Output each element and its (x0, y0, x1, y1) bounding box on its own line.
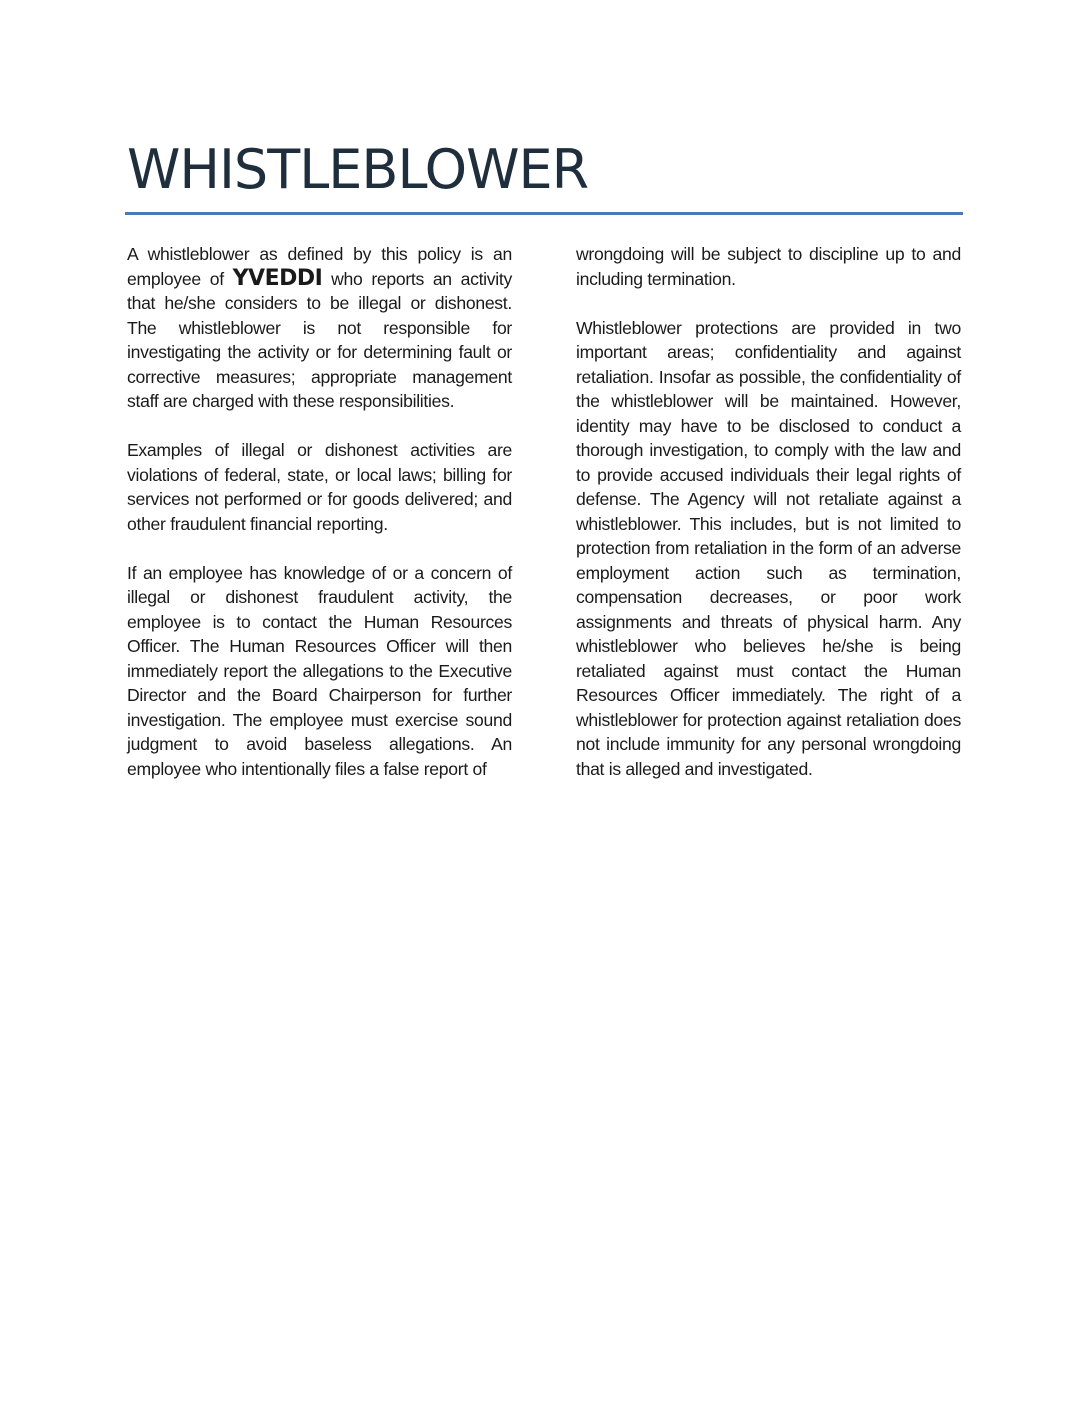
paragraph-discipline: wrongdoing will be subject to discipline up to and including termination. (576, 244, 961, 289)
paragraph-definition (127, 242, 512, 414)
definition-text-end: who reports an activity that he/she considers to be illegal or dishonest. The whistleblower is not responsible for investigating the activity or for determining fault or corrective measures; appropriate management staff are charged with these responsibilities. (127, 268, 512, 411)
left-column (127, 242, 512, 806)
definition-text-start: A whistleblower as defined by this policy is an employee of (127, 244, 512, 289)
paragraph-protections: Whistleblower protections are provided in two important areas; confidentiality and against retaliation. Insofar as possible, the confidentiality of the whistleblower will be maintained. However, identity may have to be disclosed to conduct a thorough investigation, to comply with the law and to provide accused individuals their legal rights of defense. The Agency will not retaliate against a whistleblower. This includes, but is not limited to protection from retaliation in the form of an adverse employment action such as termination, compensation decreases, or poor work assignments and threats of physical harm. Any whistleblower who believes he/she is being retaliated against must contact the Human Resources Officer immediately. The right of a whistleblower for protection against retaliation does not include immunity for any personal wrongdoing that is alleged and investigated. (576, 317, 961, 779)
organization-name: YVEDDI (232, 265, 323, 291)
paragraph-reporting: If an employee has knowledge of or a concern of illegal or dishonest fraudulent activity, the employee is to contact the Human Resources Officer. The Human Resources Officer will then immediately report the allegations to the Executive Director and the Board Chairperson for further investigation. The employee must exercise sound judgment to avoid baseless allegations. An employee who intentionally files a false report of (127, 562, 512, 779)
title-divider (125, 212, 963, 215)
right-column (576, 242, 961, 806)
page-title: WHISTLEBLOWER (127, 138, 589, 201)
paragraph-examples: Examples of illegal or dishonest activities are violations of federal, state, or local laws; billing for services not performed or for goods delivered; and other fraudulent financial reporting. (127, 440, 512, 534)
